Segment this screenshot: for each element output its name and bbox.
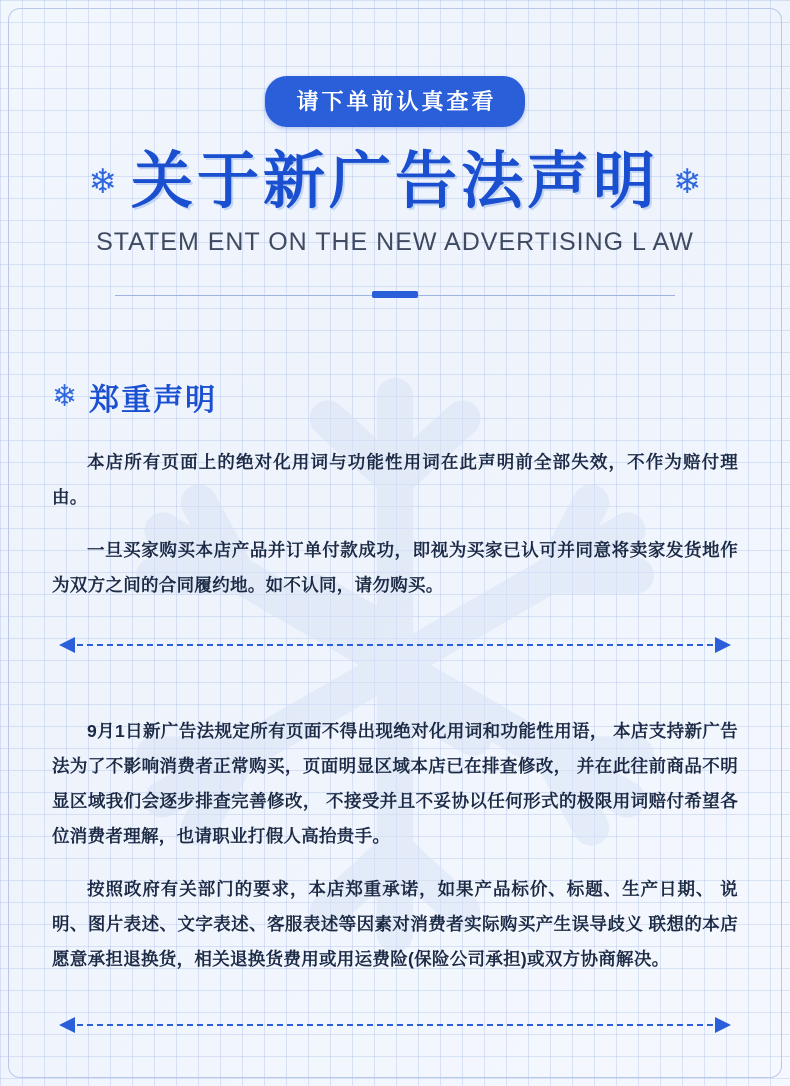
page-title: 关于新广告法声明 [130,147,659,216]
snowflake-right-icon: ❄ [673,162,702,201]
dashed-line [77,1024,713,1026]
paragraph-1: 本店所有页面上的绝对化用词与功能性用词在此声明前全部失效，不作为赔付理由。 [52,452,738,508]
arrow-left-icon [59,637,75,653]
paragraph-4: 按照政府有关部门的要求，本店郑重承诺，如果产品标价、标题、生产日期、 说明、图片表述、文字表述、客服表述等因素对消费者实际购买产生误导歧义 联想的本店愿意承担退换货，相关退换货费用或用运费险(保险公司承担)或双方协商解决。 [52,878,738,969]
notice-badge: 请下单前认真查看 [265,76,524,127]
divider-nub [372,291,418,298]
title-row [0,149,790,214]
statement-block-one [52,445,738,603]
arrow-right-icon [715,637,731,653]
paragraph-2: 一旦买家购买本店产品并订单付款成功，即视为买家已认可并同意将卖家发货地作为双方之间的合同履约地。如不认同，请勿购买。 [52,539,738,595]
snowflake-section-icon: ❄ [52,380,78,414]
statement-block-two [52,679,738,977]
section-heading-label: 郑重声明 [89,384,218,418]
snowflake-left-icon: ❄ [88,162,117,201]
page-subtitle: STATEM ENT ON THE NEW ADVERTISING L AW [96,228,694,257]
section-heading [52,375,790,419]
paragraph-3: 9月1日新广告法规定所有页面不得出现绝对化用词和功能性用语， 本店支持新广告法为了不影响消费者正常购买，页面明显区域本店已在排查修改， 并在此往前商品不明显区域我们会逐步排查完善修改， 不接受并且不妥协以任何形式的极限用词赔付希望各位消费者理解，也请职业打假人高抬贵手。 [52,721,738,847]
title-divider [115,289,675,301]
arrow-right-icon [715,1017,731,1033]
spacer [52,679,738,697]
dashed-line [77,644,713,646]
header-badge-wrap [0,0,790,127]
arrow-left-icon [59,1017,75,1033]
arrow-divider-bottom [59,1017,731,1033]
arrow-divider-top [59,637,731,653]
